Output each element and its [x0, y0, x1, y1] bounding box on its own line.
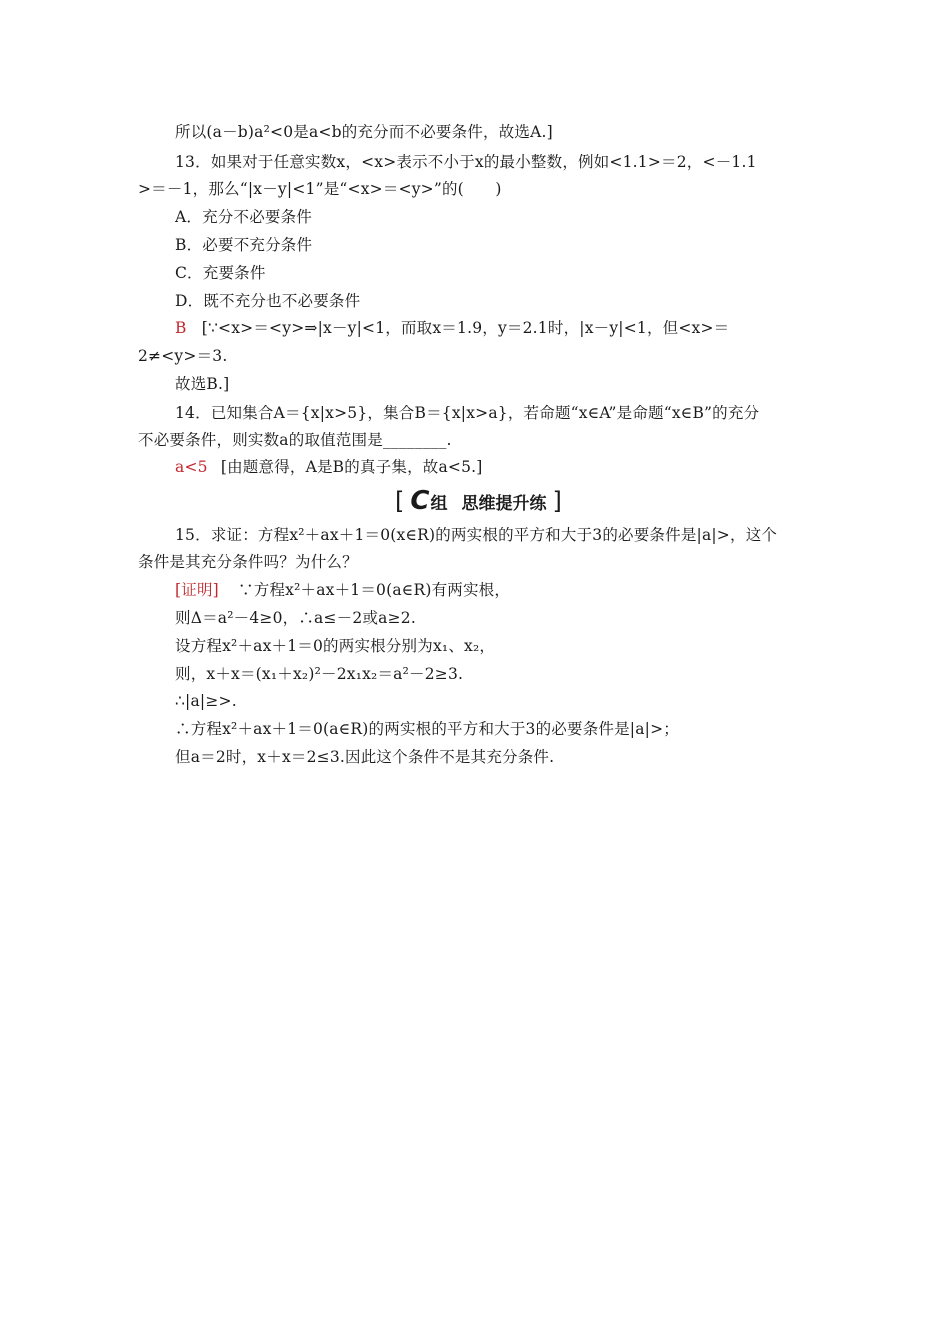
section-label: 组 [430, 493, 448, 514]
option-b: B．必要不充分条件 [175, 236, 313, 254]
section-letter: C [410, 486, 430, 516]
option-a: A．充分不必要条件 [175, 208, 312, 226]
proof-line-1-text: ∵方程x²＋ax＋1＝0(a∈R)有两实根， [238, 581, 511, 599]
text-line-1: 所以(a－b)a²<0是a<b的充分而不必要条件，故选A.] [175, 123, 553, 141]
answer-14-line [175, 457, 851, 477]
answer-13-line-3: 故选B.] [175, 375, 230, 393]
question-13-line-2: >＝－1，那么“|x－y|<1”是“<x>＝<y>”的( ) [138, 180, 502, 198]
answer-13-explanation: [∵<x>＝<y>⇒|x－y|<1，而取x＝1.9，y＝2.1时，|x－y|<1，但<x>＝ [201, 319, 730, 337]
section-c-header [395, 486, 562, 516]
proof-line-4: 则，x＋x＝(x₁＋x₂)²－2x₁x₂＝a²－2≥3. [175, 665, 464, 683]
answer-13-letter: B [175, 319, 187, 337]
proof-line-3: 设方程x²＋ax＋1＝0的两实根分别为x₁、x₂， [175, 637, 496, 655]
answer-14-explanation: [由题意得，A是B的真子集，故a<5.] [220, 458, 483, 476]
option-c: C．充要条件 [175, 264, 266, 282]
proof-tag: [证明] [175, 581, 219, 599]
answer-14-value: a<5 [175, 458, 208, 476]
section-bracket-left: [ [395, 487, 405, 515]
proof-line-5: ∴|a|≥>. [175, 692, 237, 710]
question-15-line-2: 条件是其充分条件吗？为什么？ [138, 553, 358, 571]
proof-line-2: 则Δ＝a²－4≥0，∴a≤－2或a≥2. [175, 609, 416, 627]
answer-13-line-1 [175, 318, 851, 338]
question-13-line-1: 13．如果对于任意实数x，<x>表示不小于x的最小整数，例如<1.1>＝2，<－1.1 [175, 153, 757, 171]
question-15-line-1: 15．求证：方程x²＋ax＋1＝0(x∈R)的两实根的平方和大于3的必要条件是|a|>，这个 [175, 526, 778, 544]
proof-line-6: ∴方程x²＋ax＋1＝0(a∈R)的两实根的平方和大于3的必要条件是|a|>； [175, 720, 679, 738]
question-14-line-1: 14．已知集合A＝{x|x>5}，集合B＝{x|x>a}，若命题“x∈A”是命题“x∈B”的充分 [175, 404, 760, 422]
option-d: D．既不充分也不必要条件 [175, 292, 361, 310]
section-title: 思维提升练 [461, 493, 547, 514]
section-bracket-right: ] [552, 487, 562, 515]
question-14-line-2: 不必要条件，则实数a的取值范围是________. [138, 431, 452, 449]
proof-line-7: 但a＝2时，x＋x＝2≤3.因此这个条件不是其充分条件. [175, 748, 555, 766]
proof-line-1 [175, 580, 851, 600]
answer-13-line-2: 2≠<y>＝3. [138, 347, 228, 365]
